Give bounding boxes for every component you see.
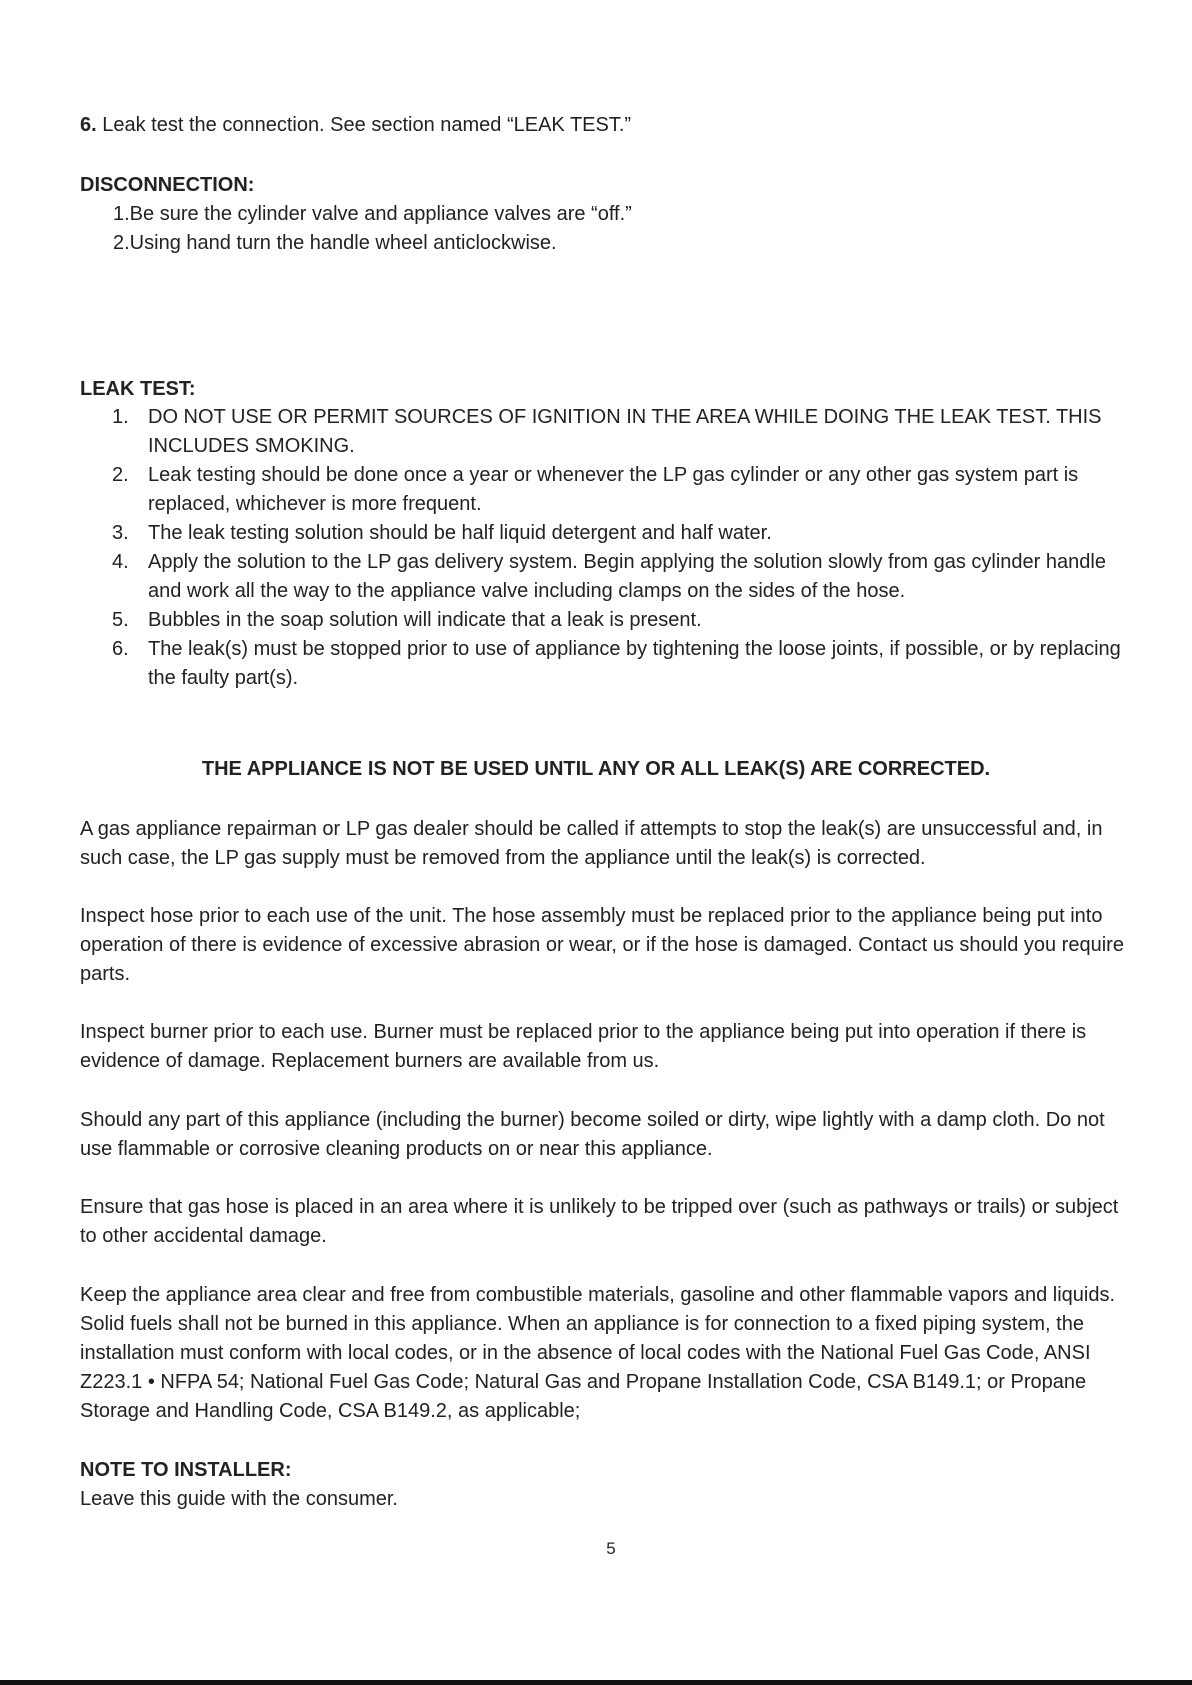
list-item [112, 548, 1142, 606]
disconnection-list [113, 200, 1013, 258]
item-number: 6. [112, 638, 129, 660]
item-number: 1. [112, 406, 129, 428]
leak-test-heading: LEAK TEST: [80, 378, 196, 400]
item-text: Apply the solution to the LP gas delivery system. Begin applying the solution slowly from gas cylinder handle and work all the way to the appliance valve including clamps on the sides of the hose. [148, 551, 1106, 602]
list-item: 1.Be sure the cylinder valve and appliance valves are “off.” [113, 203, 632, 225]
step-6-text: Leak test the connection. See section named “LEAK TEST.” [96, 114, 632, 136]
hose-placement-paragraph: Ensure that gas hose is placed in an area where it is unlikely to be tripped over (such as pathways or trails) or subject to other accidental damage. [80, 1196, 1119, 1247]
burner-paragraph: Inspect burner prior to each use. Burner must be replaced prior to the appliance being put into operation if there is evidence of damage. Replacement burners are available from us. [80, 1021, 1087, 1072]
hose-paragraph: Inspect hose prior to each use of the unit. The hose assembly must be replaced prior to the appliance being put into operation of there is evidence of excessive abrasion or wear, or if the hose is damaged. Contact us should you require parts. [80, 905, 1124, 985]
list-item [112, 461, 1142, 519]
combustible-paragraph: Keep the appliance area clear and free from combustible materials, gasoline and other flammable vapors and liquids. Solid fuels shall not be burned in this appliance. When an appliance is for connection to a fixed piping system, the installation must conform with local codes, or in the absence of local codes with the National Fuel Gas Code, ANSI Z223.1 • NFPA 54; National Fuel Gas Code; Natural Gas and Propane Installation Code, CSA B149.1; or Propane Storage and Handling Code, CSA B149.2, as applicable; [80, 1284, 1116, 1422]
item-text: The leak testing solution should be half liquid detergent and half water. [148, 522, 772, 544]
cleaning-paragraph: Should any part of this appliance (including the burner) become soiled or dirty, wipe lightly with a damp cloth. Do not use flammable or corrosive cleaning products on or near this appliance. [80, 1109, 1105, 1160]
item-text: DO NOT USE OR PERMIT SOURCES OF IGNITION IN THE AREA WHILE DOING THE LEAK TEST. THIS INCLUDES SMOKING. [148, 406, 1102, 457]
item-number: 4. [112, 551, 129, 573]
list-item [112, 606, 1142, 635]
list-item: 2.Using hand turn the handle wheel anticlockwise. [113, 232, 557, 254]
item-text: The leak(s) must be stopped prior to use of appliance by tightening the loose joints, if possible, or by replacing the faulty part(s). [148, 638, 1121, 689]
installer-note-heading: NOTE TO INSTALLER: [80, 1459, 292, 1481]
leak-warning: THE APPLIANCE IS NOT BE USED UNTIL ANY OR ALL LEAK(S) ARE CORRECTED. [201, 758, 991, 780]
repairman-paragraph: A gas appliance repairman or LP gas dealer should be called if attempts to stop the leak(s) are unsuccessful and, in such case, the LP gas supply must be removed from the appliance until the leak(s) is corrected. [80, 818, 1103, 869]
bottom-edge-line [0, 1680, 1192, 1685]
disconnection-heading: DISCONNECTION: [80, 174, 255, 196]
step-6-line [80, 111, 1140, 140]
list-item [112, 403, 1142, 461]
list-item [112, 519, 1142, 548]
item-text: Bubbles in the soap solution will indicate that a leak is present. [148, 609, 702, 631]
item-text: Leak testing should be done once a year or whenever the LP gas cylinder or any other gas system part is replaced, whichever is more frequent. [148, 464, 1079, 515]
item-number: 2. [112, 464, 129, 486]
list-item [112, 635, 1142, 693]
installer-note-text: Leave this guide with the consumer. [80, 1488, 398, 1510]
page-number: 5 [606, 1539, 616, 1558]
item-number: 5. [112, 609, 129, 631]
item-number: 3. [112, 522, 129, 544]
leak-test-list [112, 403, 1142, 693]
step-6-number: 6. [80, 114, 97, 136]
